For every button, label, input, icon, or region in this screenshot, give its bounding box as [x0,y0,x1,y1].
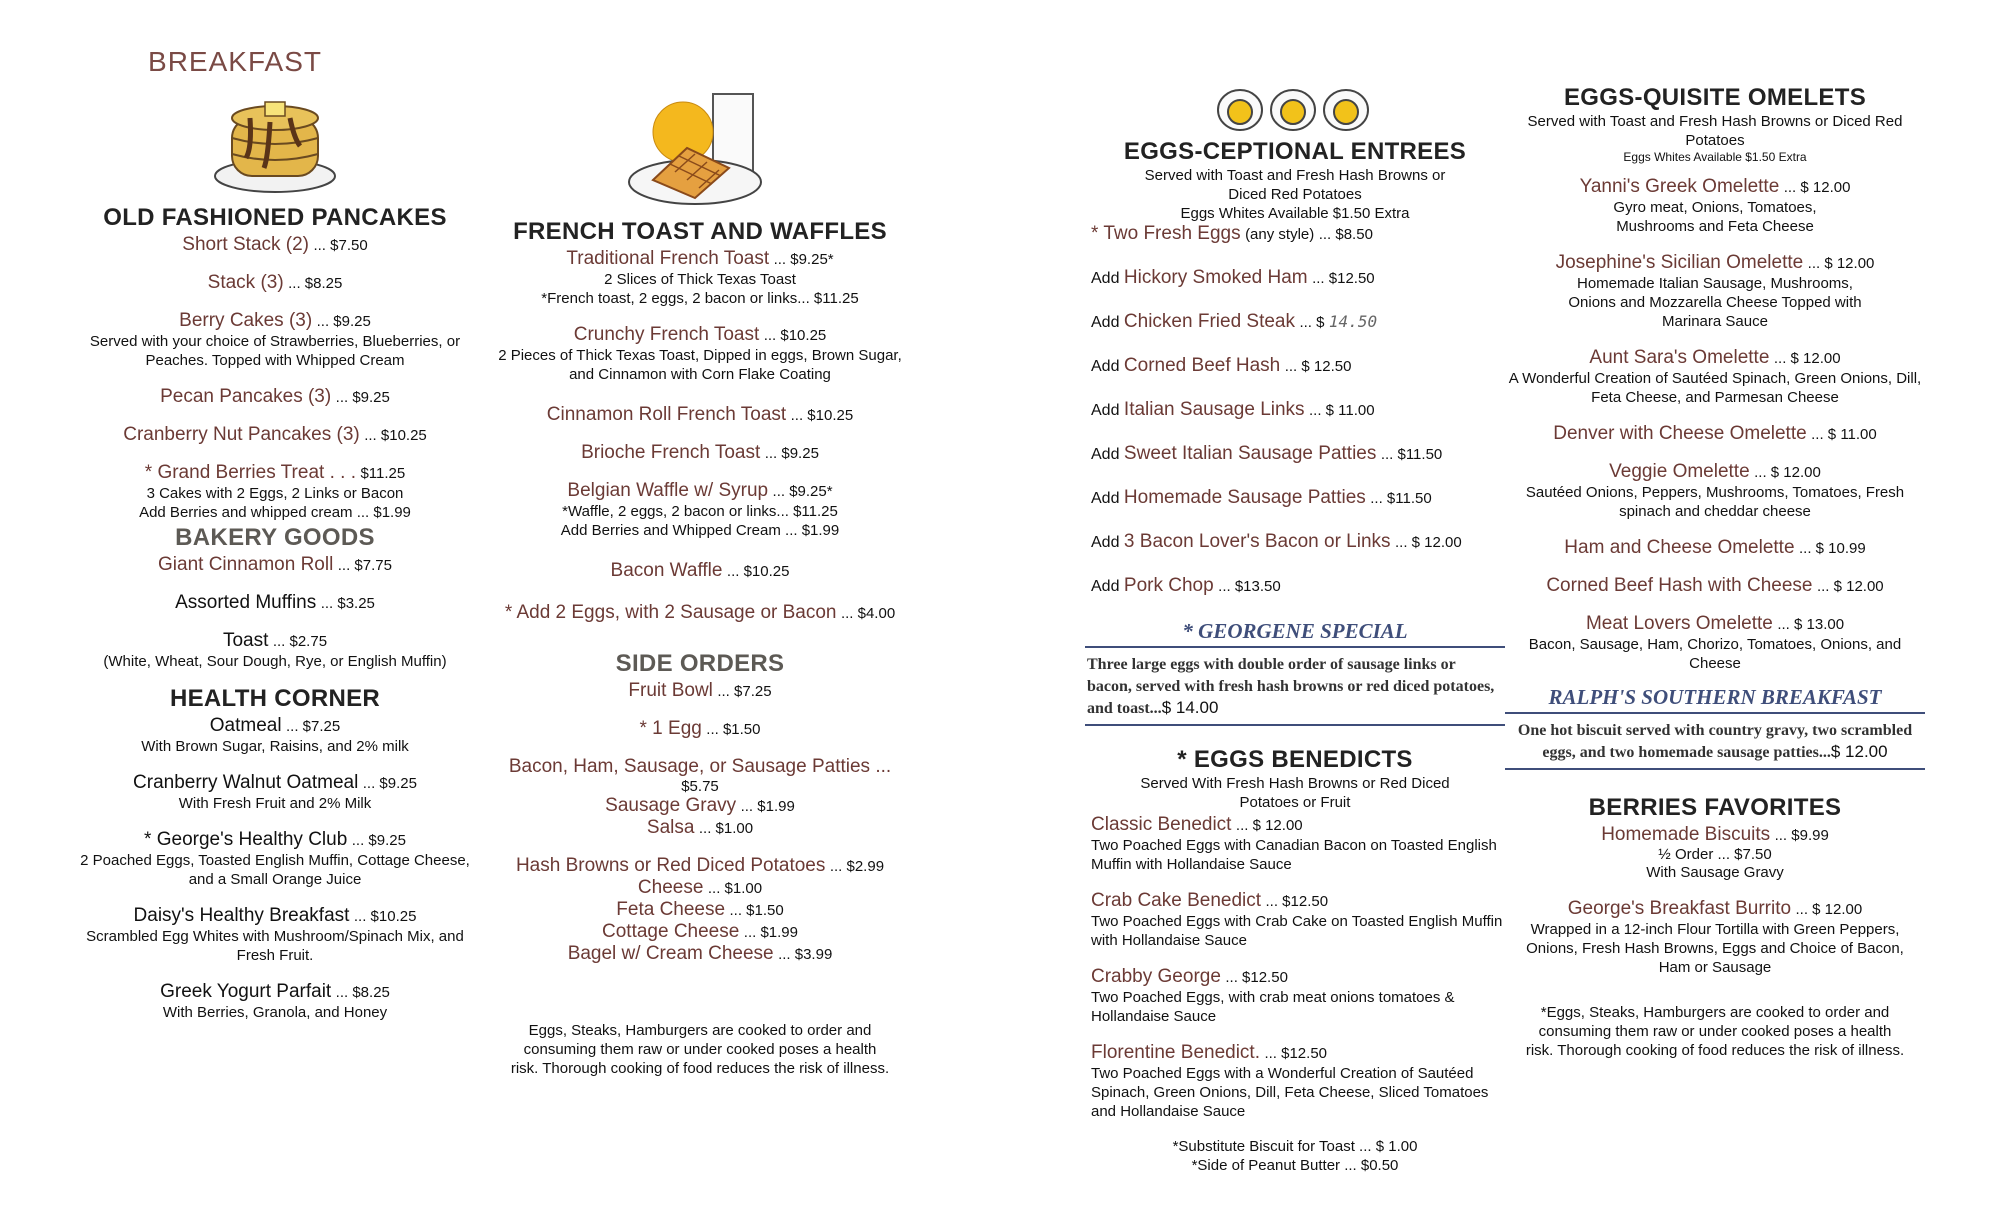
menu-item: Add Italian Sausage Links ... $ 11.00 [1091,399,1375,420]
column-french-toast [490,40,910,1078]
column-eggs-entrees: EGGS-CEPTIONAL ENTREES Served with Toast and Fresh Hash Browns or Diced Red Potatoes Eggs Whites Available $1.50 Extra * Two Fresh Eggs (any style) ... $8.50 Add Hickory Smoked Ham ... $12.50 Add Chicken Fried Steak ... $ 14.50 Add Corned Beef Hash ... $ 12.50 Add Italian Sausage Links ... $ 11.00 Add Sweet Italian Sausage Patties ... $11.50 Add Homemade Sausage Patties ... $11.50 Add 3 Bacon Lover's Bacon or Links ... $ 12.00 Add Pork Chop ... $13.50 * GEORGENE SPECIAL Three large eggs with double order of sausage links or bacon, served with fresh hash browns or red diced potatoes, and toast...$ 14.00 * EGGS BENEDICTS Served With Fresh Hash Browns or Red Diced Potatoes or Fruit Classic Benedict ... $ 12.00 Two Poached Eggs with Canadian Bacon on Toasted English Muffin with Hollandaise Sauce Crab Cake Benedict ... $12.50 Two Poached Eggs with Crab Cake on Toasted English Muffin with Hollandaise Sauce Crabby George ... $12.50 Two Poached Eggs, with crab meat onions tomatoes & Hollandaise Sauce Florentine Benedict. ... $12.50 Two Poached Eggs with a Wonderful Creation of Sautéed Spinach, Green Onions, Dill, Feta Cheese, Sliced Tomatoes and Hollandaise Sauce *Substitute Biscuit for Toast ... $ 1.00 *Side of Peanut Butter ... $0.50 [1085,80,1505,1175]
french-toast-heading: FRENCH TOAST AND WAFFLES [513,218,887,245]
bakery-heading: BAKERY GOODS [175,524,375,551]
omelets-heading: EGGS-QUISITE OMELETS [1563,84,1867,111]
food-safety-note: *Eggs, Steaks, Hamburgers are cooked to order and consuming them raw or under cooked poses a health risk. Thorough cooking of food reduces the risk of illness. [1525,1004,1905,1059]
menu-item: Yanni's Greek Omelette ... $ 12.00 Gyro meat, Onions, Tomatoes, Mushrooms and Feta Cheese [1579,176,1851,235]
menu-item: Cranberry Walnut Oatmeal ... $9.25 With Fresh Fruit and 2% Milk [133,772,417,812]
ralph-special-title: RALPH'S SOUTHERN BREAKFAST [1548,685,1882,709]
page-title: BREAKFAST [148,46,322,77]
menu-item: Denver with Cheese Omelette ... $ 11.00 [1553,423,1877,444]
menu-item: Corned Beef Hash with Cheese ... $ 12.00 [1546,575,1884,596]
menu-item: * George's Healthy Club ... $9.25 2 Poached Eggs, Toasted English Muffin, Cottage Cheese, and a Small Orange Juice [80,829,470,888]
menu-item: Crab Cake Benedict ... $12.50 Two Poached Eggs with Crab Cake on Toasted English Muffin with Hollandaise Sauce [1091,890,1503,949]
menu-item: Homemade Biscuits ... $9.99 ½ Order ... $7.50 With Sausage Gravy [1601,824,1829,881]
menu-item: Brioche French Toast ... $9.25 [581,442,819,463]
menu-item: Add Hickory Smoked Ham ... $12.50 [1091,267,1375,288]
ralph-southern-breakfast: RALPH'S SOUTHERN BREAKFAST One hot biscuit served with country gravy, two scrambled eggs, and two homemade sausage patties...$ 12.00 [1505,685,1925,770]
health-heading: HEALTH CORNER [169,685,381,712]
menu-item: Greek Yogurt Parfait ... $8.25 With Berries, Granola, and Honey [160,981,390,1021]
menu-item: * Two Fresh Eggs (any style) ... $8.50 [1091,223,1373,244]
menu-item: Add Chicken Fried Steak ... $ 14.50 [1091,311,1378,332]
waffle-and-milk-icon [625,90,775,210]
menu-item: Daisy's Healthy Breakfast ... $10.25 Scrambled Egg Whites with Mushroom/Spinach Mix, and Fresh Fruit. [86,905,464,964]
menu-item: George's Breakfast Burrito ... $ 12.00 Wrapped in a 12-inch Flour Tortilla with Green Peppers, Onions, Fresh Hash Browns, Eggs and Choice of Bacon, Ham or Sausage [1526,898,1904,976]
eggs-ceptional-heading: EGGS-CEPTIONAL ENTREES [1123,138,1467,165]
eggs-benedicts-heading: * EGGS BENEDICTS [1177,746,1413,773]
side-orders-heading: SIDE ORDERS [615,650,785,677]
menu-item: Stack (3) ... $8.25 [207,272,343,293]
menu-item: Add Sweet Italian Sausage Patties ... $11.50 [1091,443,1443,464]
georgene-special: * GEORGENE SPECIAL Three large eggs with double order of sausage links or bacon, served with fresh hash browns or red diced potatoes, and toast...$ 14.00 [1085,619,1505,726]
column-pancakes [70,40,480,1022]
pancake-stack-icon [210,88,340,198]
menu-item: * 1 Egg ... $1.50 [639,718,761,739]
menu-item: Short Stack (2) ... $7.50 [182,234,368,255]
menu-item: Oatmeal ... $7.25 With Brown Sugar, Raisins, and 2% milk [141,715,409,755]
menu-item: Aunt Sara's Omelette ... $ 12.00 A Wonderful Creation of Sautéed Spinach, Green Onions, Dill, Feta Cheese, and Parmesan Cheese [1508,347,1922,406]
georgene-special-title: * GEORGENE SPECIAL [1182,619,1408,643]
menu-item: * Add 2 Eggs, with 2 Sausage or Bacon ... $4.00 [504,602,896,623]
menu-item: Meat Lovers Omelette ... $ 13.00 Bacon, Sausage, Ham, Chorizo, Tomatoes, Onions, and Cheese [1528,613,1902,672]
menu-item: Fruit Bowl ... $7.25 [628,680,772,701]
menu-item: Add 3 Bacon Lover's Bacon or Links ... $ 12.00 [1091,531,1462,552]
menu-item: Add Corned Beef Hash ... $ 12.50 [1091,355,1352,376]
handwritten-price: 14.50 [1328,312,1378,331]
menu-item: Giant Cinnamon Roll ... $7.75 [158,554,392,575]
menu-item: Florentine Benedict. ... $12.50 Two Poached Eggs with a Wonderful Creation of Sautéed Spinach, Green Onions, Dill, Feta Cheese, Sliced Tomatoes and Hollandaise Sauce [1091,1042,1489,1120]
menu-item: Veggie Omelette ... $ 12.00 Sautéed Onions, Peppers, Mushrooms, Tomatoes, Fresh spinach and cheddar cheese [1525,461,1905,520]
column-omelets: EGGS-QUISITE OMELETS Served with Toast and Fresh Hash Browns or Diced Red Potatoes Eggs Whites Available $1.50 Extra Yanni's Greek Omelette ... $ 12.00 Gyro meat, Onions, Tomatoes, Mushrooms and Feta Cheese Josephine's Sicilian Omelette ... $ 12.00 Homemade Italian Sausage, Mushrooms, Onions and Mozzarella Cheese Topped with Marinara Sauce Aunt Sara's Omelette ... $ 12.00 A Wonderful Creation of Sautéed Spinach, Green Onions, Dill, Feta Cheese, and Parmesan Cheese Denver with Cheese Omelette ... $ 11.00 Veggie Omelette ... $ 12.00 Sautéed Onions, Peppers, Mushrooms, Tomatoes, Fresh spinach and cheddar cheese Ham and Cheese Omelette ... $ 10.99 Corned Beef Hash with Cheese ... $ 12.00 Meat Lovers Omelette ... $ 13.00 Bacon, Sausage, Ham, Chorizo, Tomatoes, Onions, and Cheese RALPH'S SOUTHERN BREAKFAST One hot biscuit served with country gravy, two scrambled eggs, and two homemade sausage patties...$ 12.00 BERRIES FAVORITES Homemade Biscuits ... $9.99 ½ Order ... $7.50 With Sausage Gravy George's Breakfast Burrito ... $ 12.00 Wrapped in a 12-inch Flour Tortilla with Green Peppers, Onions, Fresh Hash Browns, Eggs and Choice of Bacon, Ham or Sausage *Eggs, Steaks, Hamburgers are cooked to order and consuming them raw or under cooked poses a health risk. Thorough cooking of food reduces the risk of illness. [1505,80,1925,1060]
menu-item: Add Homemade Sausage Patties ... $11.50 [1091,487,1432,508]
menu-item: Ham and Cheese Omelette ... $ 10.99 [1564,537,1866,558]
menu-item: Bacon, Ham, Sausage, or Sausage Patties ... $5.75 Sausage Gravy ... $1.99 Salsa ... $1.00 [508,756,892,838]
food-safety-note: Eggs, Steaks, Hamburgers are cooked to order and consuming them raw or under cooked poses a health risk. Thorough cooking of food reduces the risk of illness. [510,1022,890,1077]
menu-item: Berry Cakes (3) ... $9.25 Served with your choice of Strawberries, Blueberries, or Peaches. Topped with Whipped Cream [89,310,461,369]
menu-item: Classic Benedict ... $ 12.00 Two Poached Eggs with Canadian Bacon on Toasted English Muffin with Hollandaise Sauce [1091,814,1497,873]
menu-item: Belgian Waffle w/ Syrup ... $9.25* *Waffle, 2 eggs, 2 bacon or links... $11.25 Add Berries and Whipped Cream ... $1.99 [560,480,840,539]
menu-item: Pecan Pancakes (3) ... $9.25 [160,386,390,407]
substitute-biscuit-note: *Substitute Biscuit for Toast ... $ 1.00 [1172,1138,1418,1155]
menu-item: Assorted Muffins ... $3.25 [175,592,375,613]
menu-item: Traditional French Toast ... $9.25* 2 Slices of Thick Texas Toast *French toast, 2 eggs, 2 bacon or links... $11.25 [541,248,859,307]
menu-item: Toast ... $2.75 (White, Wheat, Sour Dough, Rye, or English Muffin) [103,630,447,670]
peanut-butter-note: *Side of Peanut Butter ... $0.50 [1191,1157,1399,1174]
menu-item: Cranberry Nut Pancakes (3) ... $10.25 [123,424,427,445]
menu-item: Bacon Waffle ... $10.25 [610,560,790,581]
menu-item: Crunchy French Toast ... $10.25 2 Pieces of Thick Texas Toast, Dipped in eggs, Brown Sugar, and Cinnamon with Corn Flake Coating [498,324,902,383]
menu-item: * Grand Berries Treat . . . $11.25 3 Cakes with 2 Eggs, 2 Links or Bacon Add Berries and whipped cream ... $1.99 [139,462,411,521]
menu-item: Crabby George ... $12.50 Two Poached Eggs, with crab meat onions tomatoes & Hollandaise Sauce [1091,966,1455,1025]
menu-item: Add Pork Chop ... $13.50 [1091,575,1281,596]
menu-item: Josephine's Sicilian Omelette ... $ 12.00 Homemade Italian Sausage, Mushrooms, Onions and Mozzarella Cheese Topped with Marinara Sauce [1555,252,1875,330]
berries-favorites-heading: BERRIES FAVORITES [1588,794,1842,821]
menu-item: Cinnamon Roll French Toast ... $10.25 [546,404,854,425]
pancakes-heading: OLD FASHIONED PANCAKES [103,204,447,231]
menu-item: Hash Browns or Red Diced Potatoes ... $2.99 Cheese ... $1.00 Feta Cheese ... $1.50 Cottage Cheese ... $1.99 Bagel w/ Cream Cheese ... $3.99 [515,855,885,964]
